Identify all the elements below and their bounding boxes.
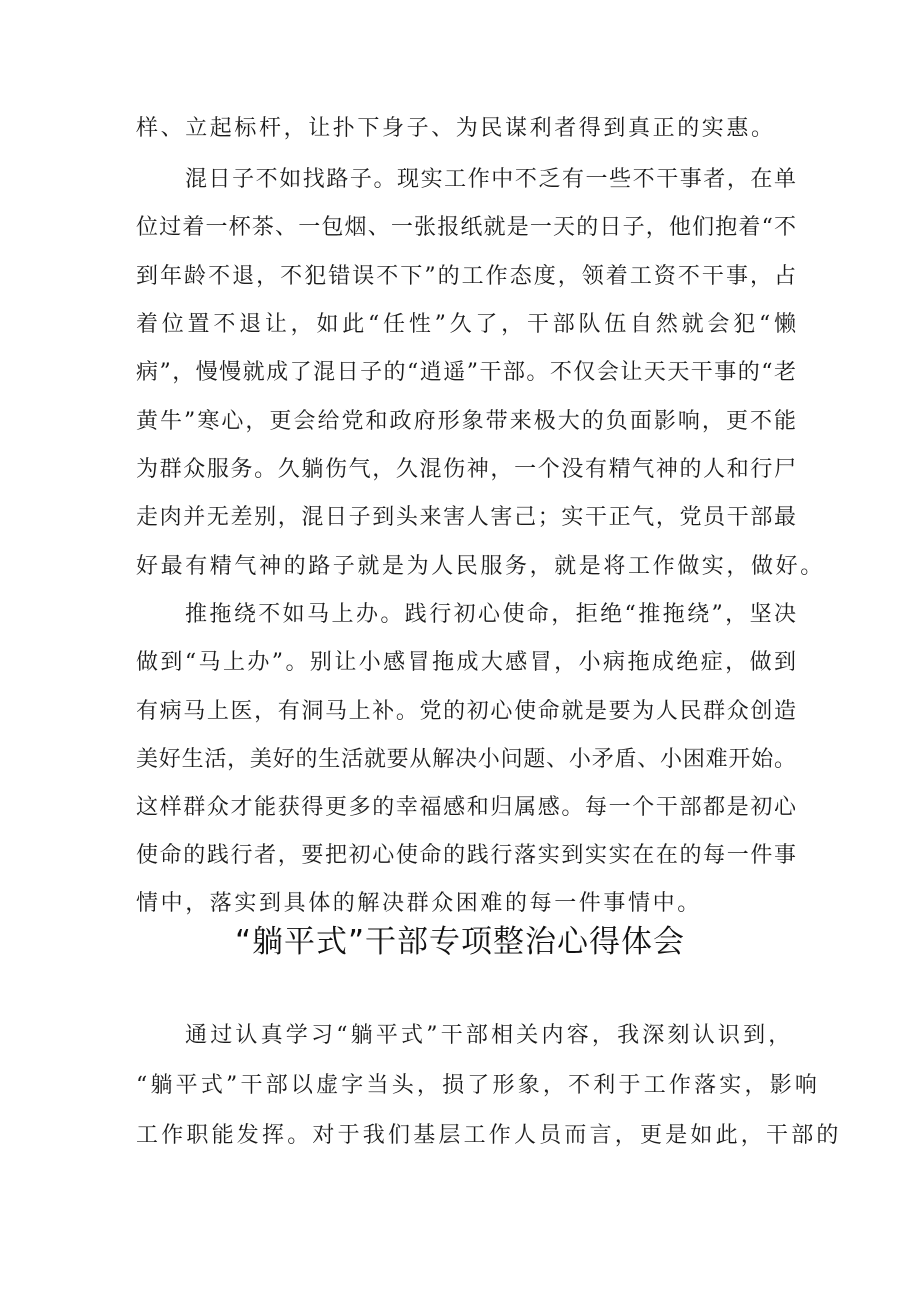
paragraph-3-line-5: 这样群众才能获得更多的幸福感和归属感。每一个干部都是初心 [136, 795, 796, 820]
paragraph-2-line-3: 到年龄不退，不犯错误不下”的工作态度，领着工资不干事，占 [136, 264, 796, 289]
paragraph-3-line-4: 美好生活，美好的生活就要从解决小问题、小矛盾、小困难开始。 [136, 747, 796, 772]
paragraph-2-line-8: 走肉并无差别，混日子到头来害人害己；实干正气，党员干部最 [136, 505, 796, 530]
paragraph-2-line-5: 病”，慢慢就成了混日子的“逍遥”干部。不仅会让天天干事的“老 [136, 360, 796, 385]
section-title: “躺平式”干部专项整治心得体会 [234, 924, 686, 960]
paragraph-3-line-7: 情中，落实到具体的解决群众困难的每一件事情中。 [136, 891, 702, 916]
paragraph-2-line-2: 位过着一杯茶、一包烟、一张报纸就是一天的日子，他们抱着“不 [136, 215, 796, 240]
paragraph-4-line-1: 通过认真学习“躺平式”干部相关内容，我深刻认识到， [185, 1023, 794, 1048]
paragraph-1-line-1: 样、立起标杆，让扑下身子、为民谋利者得到真正的实惠。 [136, 116, 776, 141]
paragraph-2-line-6: 黄牛”寒心，更会给党和政府形象带来极大的负面影响，更不能 [136, 409, 796, 434]
paragraph-2-line-7: 为群众服务。久躺伤气，久混伤神，一个没有精气神的人和行尸 [136, 457, 796, 482]
paragraph-4-line-2: “躺平式”干部以虚字当头，损了形象，不利于工作落实，影响 [136, 1073, 821, 1098]
paragraph-3-line-2: 做到“马上办”。别让小感冒拖成大感冒，小病拖成绝症，做到 [136, 650, 796, 675]
paragraph-2-line-9: 好最有精气神的路子就是为人民服务，就是将工作做实，做好。 [136, 554, 825, 579]
paragraph-2-line-4: 着位置不退让，如此“任性”久了，干部队伍自然就会犯“懒 [136, 312, 796, 337]
paragraph-3-line-3: 有病马上医，有洞马上补。党的初心使命就是要为人民群众创造 [136, 699, 796, 724]
paragraph-4-line-3: 工作职能发挥。对于我们基层工作人员而言，更是如此，干部的 [136, 1123, 842, 1148]
paragraph-2-line-1: 混日子不如找路子。现实工作中不乏有一些不干事者，在单 [185, 167, 796, 192]
paragraph-3-line-1: 推拖绕不如马上办。践行初心使命，拒绝“推拖绕”，坚决 [185, 602, 796, 627]
paragraph-3-line-6: 使命的践行者，要把初心使命的践行落实到实实在在的每一件事 [136, 843, 796, 868]
